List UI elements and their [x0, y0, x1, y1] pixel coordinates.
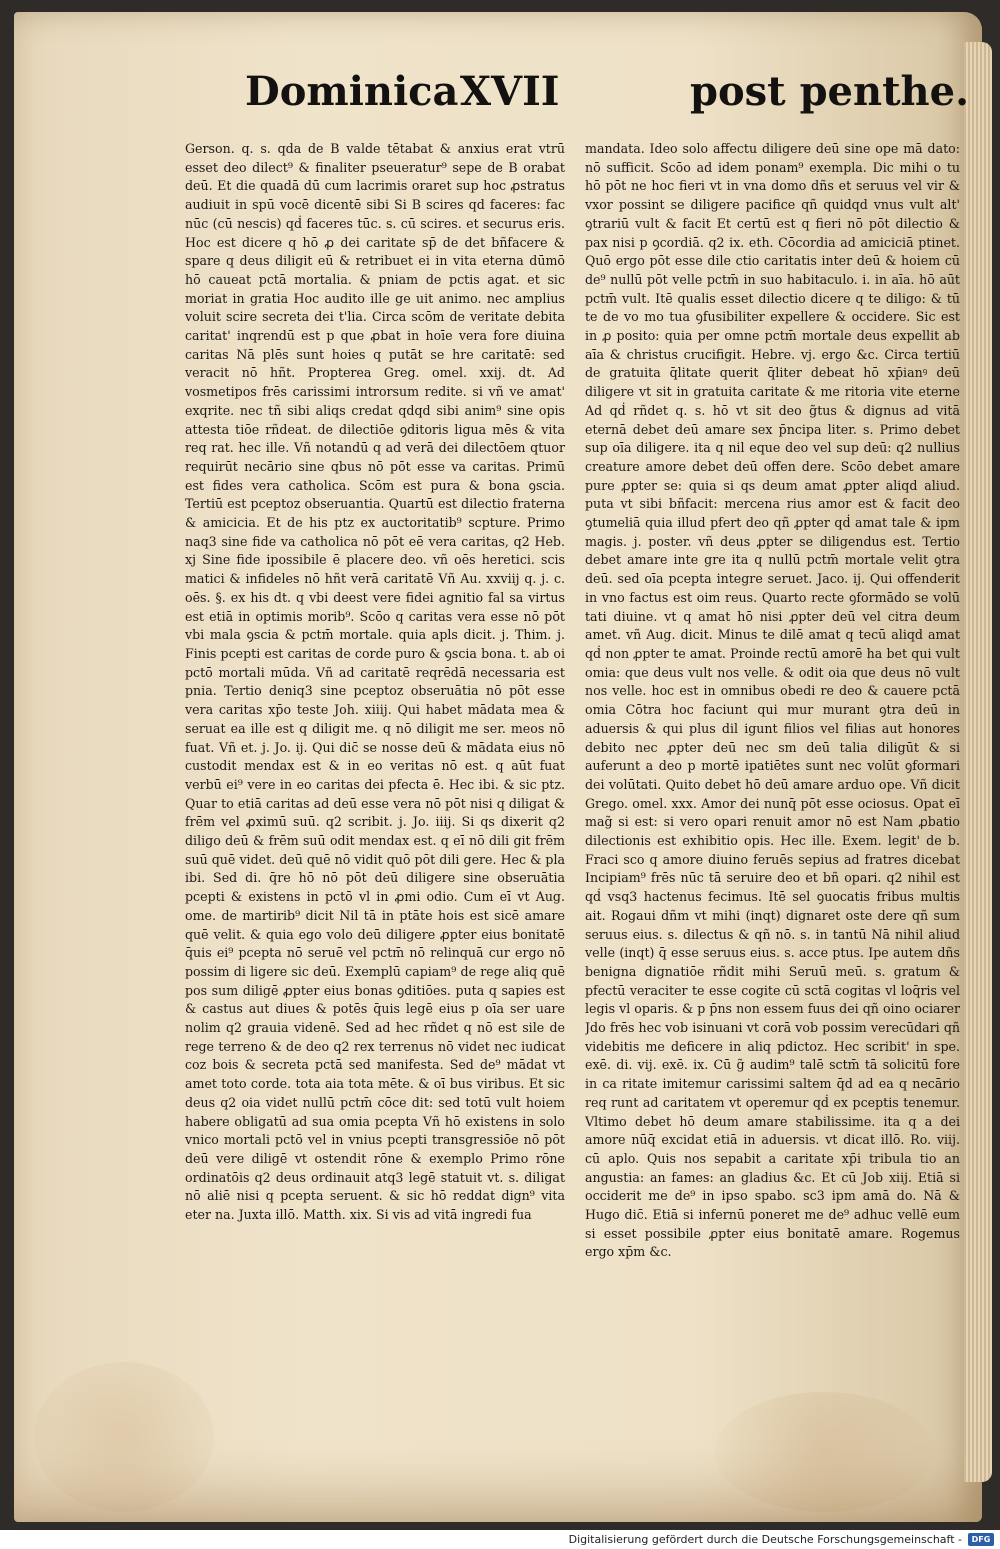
running-head	[245, 68, 970, 128]
footer-funding-text: Digitalisierung gefördert durch die Deutsche Forschungsgemeinschaft -	[568, 1533, 962, 1546]
right-text-column	[585, 140, 960, 1290]
page-stain	[714, 1392, 934, 1512]
page-stain	[34, 1362, 214, 1512]
running-head-left: Dominica	[245, 68, 459, 115]
left-column-text: Gerson. q. s. qda de B valde tētabat & anxius erat vtrū esset deo dilect⁹ & finaliter pseueratur⁹ sepe de B orabat deū. Et die quadā dū cum lacrimis oraret sup hoc ꝓstratus audiuit in spū vocē dicentē sibi Si B scires qd faceres: fac nūc (cū nescis) qḋ faceres tūc. s. cū scires. et securus eris. Hoc est dicere q hō ꝓ dei caritate sp̄ de det bñfacere & spare q deus diligit eū & retribuet ei in vita eterna dūmō hō caueat pctā mortalia. & pniam de pctis agat. et sic moriat in gratia Hoc audito ille ge uit animo. nec amplius voluit scire secreta dei t'lia. Circa scōm de veritate debita caritat' inqrendū est p que ꝓbat in hoīe vera fore diuina caritas Nā plēs sunt hoies q putāt se hre caritatē: sed veracit nō hñt. Propterea Greg. omel. xxij. dt. Ad vosmetipos frēs carissimi introrsum redite. si vñ ve amat' exqrite. nec tñ sibi aliqs credat qdqd sibi anim⁹ sine opis attesta tiōe rñdeat. de dilectiōe ꝯditoris ligua mēs & vita req rat. hec ille. Vñ notandū q ad verā dei dilectōem qtuor requirūt necārio sine qbus nō pōt esse va caritas. Primū est fides vera catholica. Scōm est pura & bona ꝯscia. Tertiū est pceptoz obseruantia. Quartū est dilectio fraterna & amicicia. Et de his ptz ex auctoritatib⁹ scpture. Primo naq3 sine fide va catholica nō pōt eē vera caritas, q2 Heb. xj Sine fide ipossibile ē placere deo. vñ oēs heretici. scis matici & infideles nō hñt verā caritatē Vñ Au. xxviij q. j. c. oēs. §. ex his dt. q vbi deest vere fidei agnitio fal sa virtus est etiā in optimis morib⁹. Scōo q caritas vera esse nō pōt vbi mala ꝯscia & pctm̄ mortale. quia apls dicit. j. Thim. j. Finis pcepti est caritas de corde puro & ꝯscia bona. t. ab oi pctō mortali mūda. Vñ ad caritatē reqrēdā necessaria est pnia. Tertio deniq3 sine pceptoz obseruātia nō pōt esse vera caritas xp̄o teste Joh. xiiij. Qui habet mādata mea & seruat ea ille est q diligit me. q nō diligit me ser. meos nō fuat. Vñ et. j. Jo. ij. Qui dic̄ se nosse deū & mādata eius nō custodit mendax est & in eo veritas nō est. q aūt fuat verbū ei⁹ vere in eo caritas dei pfecta ē. Hec ibi. & sic ptz. Quar to etiā caritas ad deū esse vera nō pōt nisi q diligat & frēm vel ꝓximū suū. q2 scribit. j. Jo. iiij. Si qs dixerit q2 diligo deū & frēm suū odit mendax est. q eī nō dili git frēm suū quē videt. deū quē nō vidit quō pōt dili gere. Hec & pla ibi. Sed di. q̄re hō nō pōt deū diligere sine obseruātia pcepti & existens in pctō vl in ꝓmi odio. Cum eī vt Aug. ome. de martirib⁹ dicit Nil tā in ptāte hois est sicē amare quē velit. & quia ego volo deū diligere ꝓpter eius bonitatē q̄uis ei⁹ pcepta nō seruē vel pctm̄ nō relinquā cur ergo nō possim di ligere sic deū. Exemplū capiam⁹ de rege aliq quē pos sum diligē ꝓpter eius bonas ꝯditiōes. puta q sapies est & castus aut diues & potēs q̄uis legē eius p oīa ser uare nolim q2 grauia videnē. Sed ad hec rñdet q nō est sile de rege terreno & de deo q2 rex terrenus nō videt nec iudicat coz bois & secreta pctā sed manifesta. Sed de⁹ mādat vt amet toto corde. tota aia tota mēte. & oī bus viribus. Et sic deus q2 oia videt nullū pctm̄ cōce dit: sed totū vult hoiem habere obligatū ad sua omia pcepta Vñ hō existens in solo vnico mortali pctō vel in vnius pcepti transgressiōe nō pōt deū vere diligē vt ostendit rōne & exemplo Primo rōne ordinatōis q2 deus ordinauit atq3 legē statuit vt. s. diligat nō aliē nisi q pcepta seruent. & sic hō reddat dign⁹ vita eter na. Juxta illō. Matth. xix. Si vis ad vitā ingredi fua	[185, 141, 565, 1223]
footer-bar	[0, 1530, 1000, 1549]
page-edge	[964, 42, 992, 1482]
left-text-column	[185, 140, 565, 1290]
dfg-logo-icon: DFG	[968, 1533, 994, 1546]
running-head-number: XVII	[460, 68, 560, 115]
right-column-text: mandata. Ideo solo affectu diligere deū sine ope mā dato: nō sufficit. Scōo ad idem ponam⁹ exempla. Dic mihi o tu hō pōt ne hoc fieri vt in vna domo dñs et seruus vel vir & vxor possint se diligere pacifice qñ quidqd vnus vult alt' ꝯtrariū vult & facit Et certū est q fieri nō pōt dilectio & pax nisi p ꝯcordiā. q2 ix. eth. Cōcordia ad amiciciā ptinet. Quō ergo pōt esse dile ctio caritatis inter deū & hoiem cū de⁹ nullū pōt velle pctm̄ in suo habitaculo. i. in aīa. hō aūt pctm̄ vult. Itē qualis esset dilectio dicere q te diligo: & tū te de vo mo tua ꝯfusibiliter expellere & occidere. Sic est in ꝓ posito: quia per omne pctm̄ mortale deus expellit ab aīa & christus crucifigit. Hebre. vj. ergo &c. Circa tertiū de gratuita q̄litate querit q̄liter debeat hō xp̄ianꝰ deū diligere vt sit in gratuita caritate & me ritoria vite eterne Ad qḋ rñdet q. s. hō vt sit deo g̃tus & dignus ad vitā eternā debet deū amare sex p̄ncipa liter. s. Primo debet sup oīa diligere. ita q nil eque deo vel sup deū: q2 nullius creature amore debet deū offen dere. Scōo debet amare pure ꝓpter se: quia si qs deum amat ꝓpter aliqd aliud. puta vt sibi bñfacit: mercena rius amor est & facit deo ꝯtumeliā quia illud pfert deo qñ ꝓpter qḋ amat tale & ipm magis. j. poster. vñ deus ꝓpter se diligendus est. Tertio debet amare inte gre ita q nullū pctm̄ mortale velit ꝯtra deū. sed oīa pcepta integre seruet. Jaco. ij. Qui offenderit in vno factus est oim reus. Quarto recte ꝯformādo se volū tati diuine. vt q amat hō nisi ꝓpter deū vel citra deum amet. vñ Aug. dicit. Minus te dilē amat q tecū aliqd amat qḋ non ꝓpter te amat. Proinde rectū amorē ha bet qui vult omia: que deus vult nos velle. & odit oia que deus nō vult nos velle. hoc est in omnibus obedi re deo & cauere pctā omia Cōtra hoc faciunt qui mur murant ꝯtra deū in aduersis & qui plus dil igunt filios vel filias aut honores debito nec ꝓpter deū nec sm deū talia diligūt & si auferunt a deo p mortē ipatiētes sunt nec volūt ꝯformari dei volūtati. Quito debet hō deū amare arduo ope. Vñ dicit Grego. omel. xxx. Amor dei nunq̄ pōt esse ociosus. Opat eī mag̃ si est: si vero opari renuit amor nō est Nam ꝓbatio dilectionis est exhibitio opis. Hec ille. Exem. legit' de b. Fraci sco q amore diuino feruēs sepius ad fratres dicebat Incipiam⁹ frēs nūc tā seruire deo et bñ opari. q2 nihil est qḋ vsq3 hactenus fecimus. Itē sel ꝯuocatis fribus multis ait. Rogaui dñm vt mihi (inqt) dignaret oste dere qñ sum seruus eius. s. dilectus & qñ nō. s. in tantū Nā nihil aliud velle (inqt) q̄ esse seruus eius. s. acce ptus. Ipe autem dñs benigna dignatiōe rñdit mihi Seruū meū. s. gratum & pfectū veraciter te esse cogite cū sctā cogitas vl loq̄ris vel legis vl oparis. & p p̄ns non essem fuus dei qñ oino ociarer Jdo frēs hec vob isinuani vt corā vob possim verecūdari qñ videbitis me deficere in aliq pdictoz. Hec scribit' in spe. exē. di. vij. exē. ix. Cū g̃ audim⁹ talē sctm̄ tā solicitū fore in ca ritate imitemur carissimi saltem q̄d ad ea q necārio req runt ad caritatem vt operemur qḋ ex pceptis tenemur. Vltimo debet hō deum amare stabilissime. ita q a dei amore nūq̄ excidat etiā in aduersis. vt dicat illō. Ro. viij. cū aplo. Quis nos sepabit a caritate xp̄i tribula tio an angustia: an fames: an gladius &c. Et cū Job xiij. Etiā si occiderit me de⁹ in ipso spabo. sc3 ipm amā do. Nā & Hugo dic̄. Etiā si infernū poneret me de⁹ adhuc vellē eum si esset possibile ꝓpter eius bonitatē amare. Rogemus ergo xp̄m &c.	[585, 141, 960, 1260]
running-head-right: post penthe.	[690, 68, 970, 115]
